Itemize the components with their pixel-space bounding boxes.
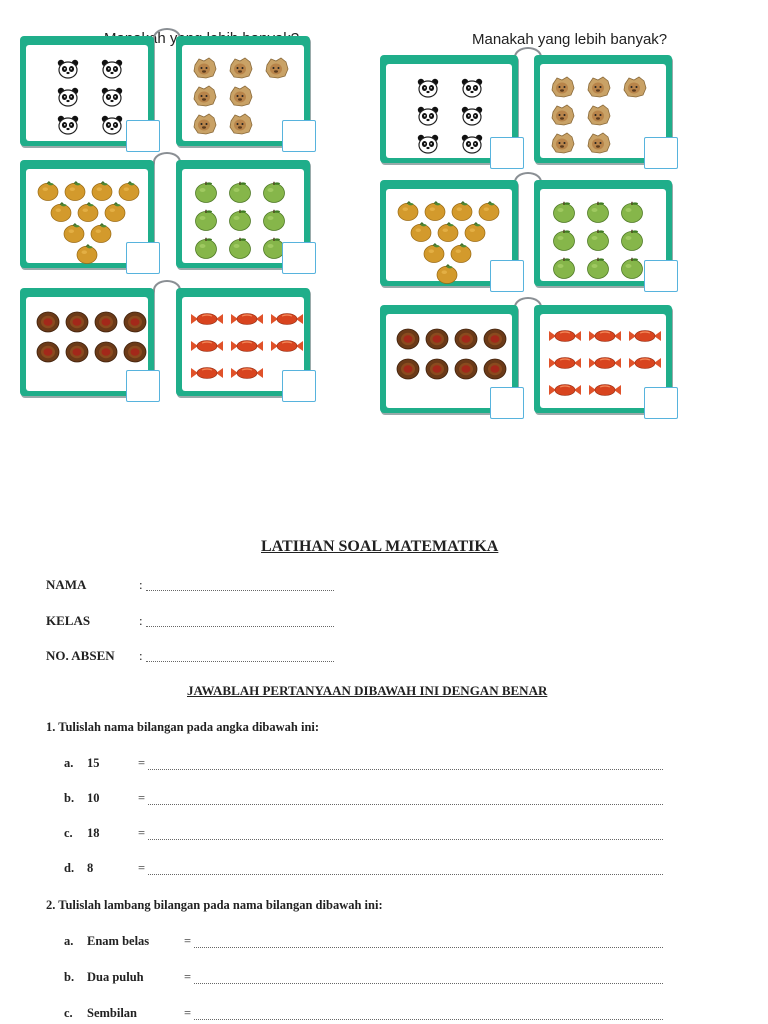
item-letter: b. [64,970,75,984]
candy-icon [270,338,304,354]
comparison-card-left [20,36,154,146]
apple-icon [586,257,610,279]
apple-icon [194,209,218,231]
answer-line[interactable] [148,803,663,805]
answer-line[interactable] [148,873,663,875]
comparison-card-left [380,55,518,163]
cookie-icon [454,328,478,350]
cookie-icon [65,311,89,333]
apple-icon [620,257,644,279]
cookie-icon [396,358,420,380]
comparison-card-right [176,288,310,396]
lion-icon [228,57,254,79]
candy-icon [190,311,224,327]
item-value: 18 [87,826,100,840]
comparison-card-left [380,305,518,413]
apple-icon [194,237,218,259]
answer-box[interactable] [644,387,678,419]
lion-icon [192,85,218,107]
orange-icon [449,243,473,263]
comparison-card-right [534,55,672,163]
comparison-card-right [176,160,310,268]
field-sep-nama: : [139,577,143,592]
panda-icon [416,106,440,126]
candy-icon [548,328,582,344]
answer-box[interactable] [282,370,316,402]
lion-icon [586,104,612,126]
item-letter: a. [64,756,74,770]
comparison-card-right [534,180,672,286]
cookie-icon [483,328,507,350]
candy-icon [548,382,582,398]
cookie-icon [123,341,147,363]
cookie-icon [94,341,118,363]
candy-icon [230,338,264,354]
question-2-text: 2. Tulislah lambang bilangan pada nama bilangan dibawah ini: [46,898,383,912]
question-1-text: 1. Tulislah nama bilangan pada angka dibawah ini: [46,720,320,734]
orange-icon [49,202,73,222]
apple-icon [228,237,252,259]
candy-icon [230,311,264,327]
panda-icon [460,134,484,154]
item-letter: b. [64,791,75,805]
orange-icon [396,201,420,221]
orange-icon [75,244,99,264]
candy-icon [190,338,224,354]
lion-icon [586,132,612,154]
lion-icon [586,76,612,98]
panda-icon [100,115,124,135]
candy-icon [628,355,662,371]
item-letter: c. [64,826,73,840]
orange-icon [450,201,474,221]
panda-icon [100,87,124,107]
orange-icon [117,181,141,201]
orange-icon [36,181,60,201]
panda-icon [416,78,440,98]
candy-icon [548,355,582,371]
item-value: Dua puluh [87,970,144,984]
candy-icon [588,382,622,398]
cookie-icon [425,328,449,350]
answer-box[interactable] [126,120,160,152]
field-sep-absen: : [139,648,143,663]
answer-box[interactable] [490,260,524,292]
item-equals: = [138,791,146,805]
answer-box[interactable] [126,242,160,274]
lion-icon [550,132,576,154]
apple-icon [586,201,610,223]
item-equals: = [184,934,192,948]
panda-icon [56,59,80,79]
orange-icon [422,243,446,263]
apple-icon [228,209,252,231]
orange-icon [463,222,487,242]
worksheet-title: LATIHAN SOAL MATEMATIKA [261,538,499,555]
answer-line[interactable] [194,982,663,984]
orange-icon [103,202,127,222]
apple-icon [552,257,576,279]
field-line-nama[interactable] [146,589,334,591]
orange-icon [423,201,447,221]
field-label-kelas: KELAS [46,613,91,628]
field-line-absen[interactable] [146,660,334,662]
item-equals: = [138,826,146,840]
cookie-icon [65,341,89,363]
item-value: 15 [87,756,100,770]
cookie-icon [36,341,60,363]
lion-icon [192,113,218,135]
apple-icon [620,201,644,223]
comparison-card-left [20,288,154,396]
answer-box[interactable] [282,242,316,274]
field-label-nama: NAMA [46,577,87,592]
field-line-kelas[interactable] [146,625,334,627]
cookie-icon [483,358,507,380]
apple-icon [228,181,252,203]
candy-icon [588,328,622,344]
panda-icon [416,134,440,154]
answer-box[interactable] [644,260,678,292]
panda-icon [100,59,124,79]
answer-box[interactable] [126,370,160,402]
lion-icon [550,104,576,126]
item-equals: = [184,1006,192,1020]
lion-icon [264,57,290,79]
answer-line[interactable] [148,838,663,840]
item-value: Sembilan [87,1006,138,1020]
lion-icon [550,76,576,98]
cookie-icon [94,311,118,333]
item-equals: = [184,970,192,984]
apple-icon [552,229,576,251]
candy-icon [270,311,304,327]
field-sep-kelas: : [139,613,143,628]
field-label-absen: NO. ABSEN [46,648,115,663]
cookie-icon [123,311,147,333]
panda-icon [460,106,484,126]
answer-line[interactable] [194,946,663,948]
apple-icon [262,209,286,231]
item-value: 10 [87,791,100,805]
answer-box[interactable] [490,137,524,169]
apple-icon [586,229,610,251]
orange-icon [477,201,501,221]
comparison-card-left [20,160,154,268]
cookie-icon [425,358,449,380]
item-equals: = [138,861,146,875]
cookie-icon [36,311,60,333]
answer-box[interactable] [282,120,316,152]
panda-icon [460,78,484,98]
answer-box[interactable] [644,137,678,169]
apple-icon [620,229,644,251]
answer-box[interactable] [490,387,524,419]
comparison-card-left [380,180,518,286]
item-value: 8 [87,861,94,875]
orange-icon [435,264,459,284]
cookie-icon [396,328,420,350]
question-right: Manakah yang lebih banyak? [472,31,668,48]
orange-icon [436,222,460,242]
cookie-icon [454,358,478,380]
candy-icon [230,365,264,381]
orange-icon [409,222,433,242]
item-equals: = [138,756,146,770]
answer-line[interactable] [148,768,663,770]
lion-icon [228,85,254,107]
lion-icon [228,113,254,135]
apple-icon [552,201,576,223]
orange-icon [89,223,113,243]
panda-icon [56,115,80,135]
answer-line[interactable] [194,1018,663,1020]
candy-icon [190,365,224,381]
item-letter: c. [64,1006,73,1020]
instruction-heading: JAWABLAH PERTANYAAN DIBAWAH INI DENGAN BENAR [187,683,548,698]
apple-icon [262,181,286,203]
item-letter: d. [64,861,75,875]
lion-icon [622,76,648,98]
apple-icon [194,181,218,203]
comparison-card-right [176,36,310,146]
item-letter: a. [64,934,74,948]
orange-icon [76,202,100,222]
candy-icon [588,355,622,371]
panda-icon [56,87,80,107]
comparison-card-right [534,305,672,413]
orange-icon [62,223,86,243]
orange-icon [63,181,87,201]
orange-icon [90,181,114,201]
item-value: Enam belas [87,934,150,948]
lion-icon [192,57,218,79]
candy-icon [628,328,662,344]
